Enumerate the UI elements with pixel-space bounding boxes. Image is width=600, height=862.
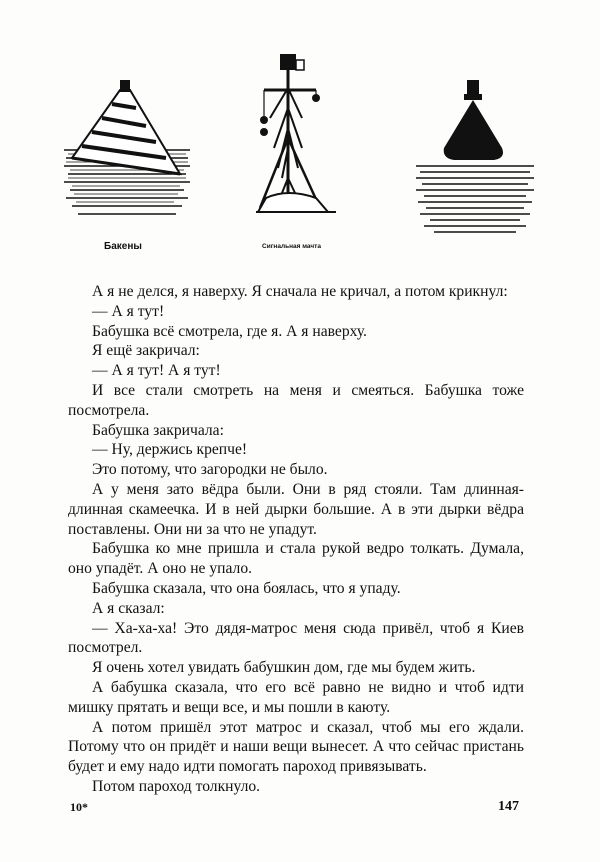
paragraph: Бабушка ко мне пришла и стала рукой ведро толкать. Думала, оно упадёт. А оно не упало.	[68, 540, 524, 578]
paragraph: — Ну, держись крепче!	[92, 441, 248, 459]
paragraph: — А я тут! А я тут!	[92, 362, 221, 380]
paragraph: Я очень хотел увидать бабушкин дом, где мы будем жить.	[92, 659, 476, 677]
paragraph: А я сказал:	[92, 599, 165, 617]
figure-caption-buoys: Бакены	[104, 241, 142, 252]
mast-lantern	[280, 54, 296, 70]
paragraph: Потом пароход толкнуло.	[92, 777, 261, 795]
buoy-lantern	[120, 80, 130, 92]
paragraph: А у меня зато вёдра были. Они в ряд стояли. Там длинная-длинная скамеечка. И в ней дырки большие. А в эти дырки вёдра поставлены. Они ни за что не упадут.	[68, 480, 524, 538]
paragraph: Бабушка сказала, что она боялась, что я упаду.	[92, 579, 401, 597]
signal-ball	[260, 116, 268, 124]
paragraph: Я ещё закричал:	[92, 342, 200, 360]
paragraph: — Ха-ха-ха! Это дядя-матрос меня сюда привёл, чтоб я Киев посмотрел.	[68, 619, 524, 657]
paragraph: А я не делся, я наверху. Я сначала не кричал, а потом крикнул:	[92, 283, 508, 300]
signal-mast-illustration	[256, 48, 340, 238]
buoy-body	[444, 100, 503, 160]
buoy-lantern	[467, 80, 479, 96]
paragraph: — А я тут!	[92, 302, 165, 320]
figure-caption-signal-mast: Сигнальная мачта	[262, 243, 321, 250]
paragraph: А потом пришёл этот матрос и сказал, чтоб мы его ждали. Потому что он придёт и наши вещи вынесет. А что сейчас пристань будет и ему надо идти помогать пароход привязывать.	[68, 718, 524, 776]
paragraph: А бабушка сказала, что его всё равно не видно и чтоб идти мишку прятать и вещи все, и мы пошли в каюту.	[68, 678, 524, 716]
buoy-left-illustration	[62, 78, 192, 233]
page-number: 147	[498, 799, 519, 814]
mast-base	[258, 193, 328, 212]
buoy-right-illustration	[414, 78, 536, 238]
paragraph: Бабушка всё смотрела, где я. А я наверху.	[92, 322, 367, 340]
paragraph: Бабушка закричала:	[92, 421, 224, 439]
body-text	[68, 282, 524, 797]
paragraph: Это потому, что загородки не было.	[92, 461, 328, 479]
printer-signature: 10*	[70, 800, 88, 814]
paragraph: И все стали смотреть на меня и смеяться. Бабушка тоже посмотрела.	[68, 381, 524, 419]
